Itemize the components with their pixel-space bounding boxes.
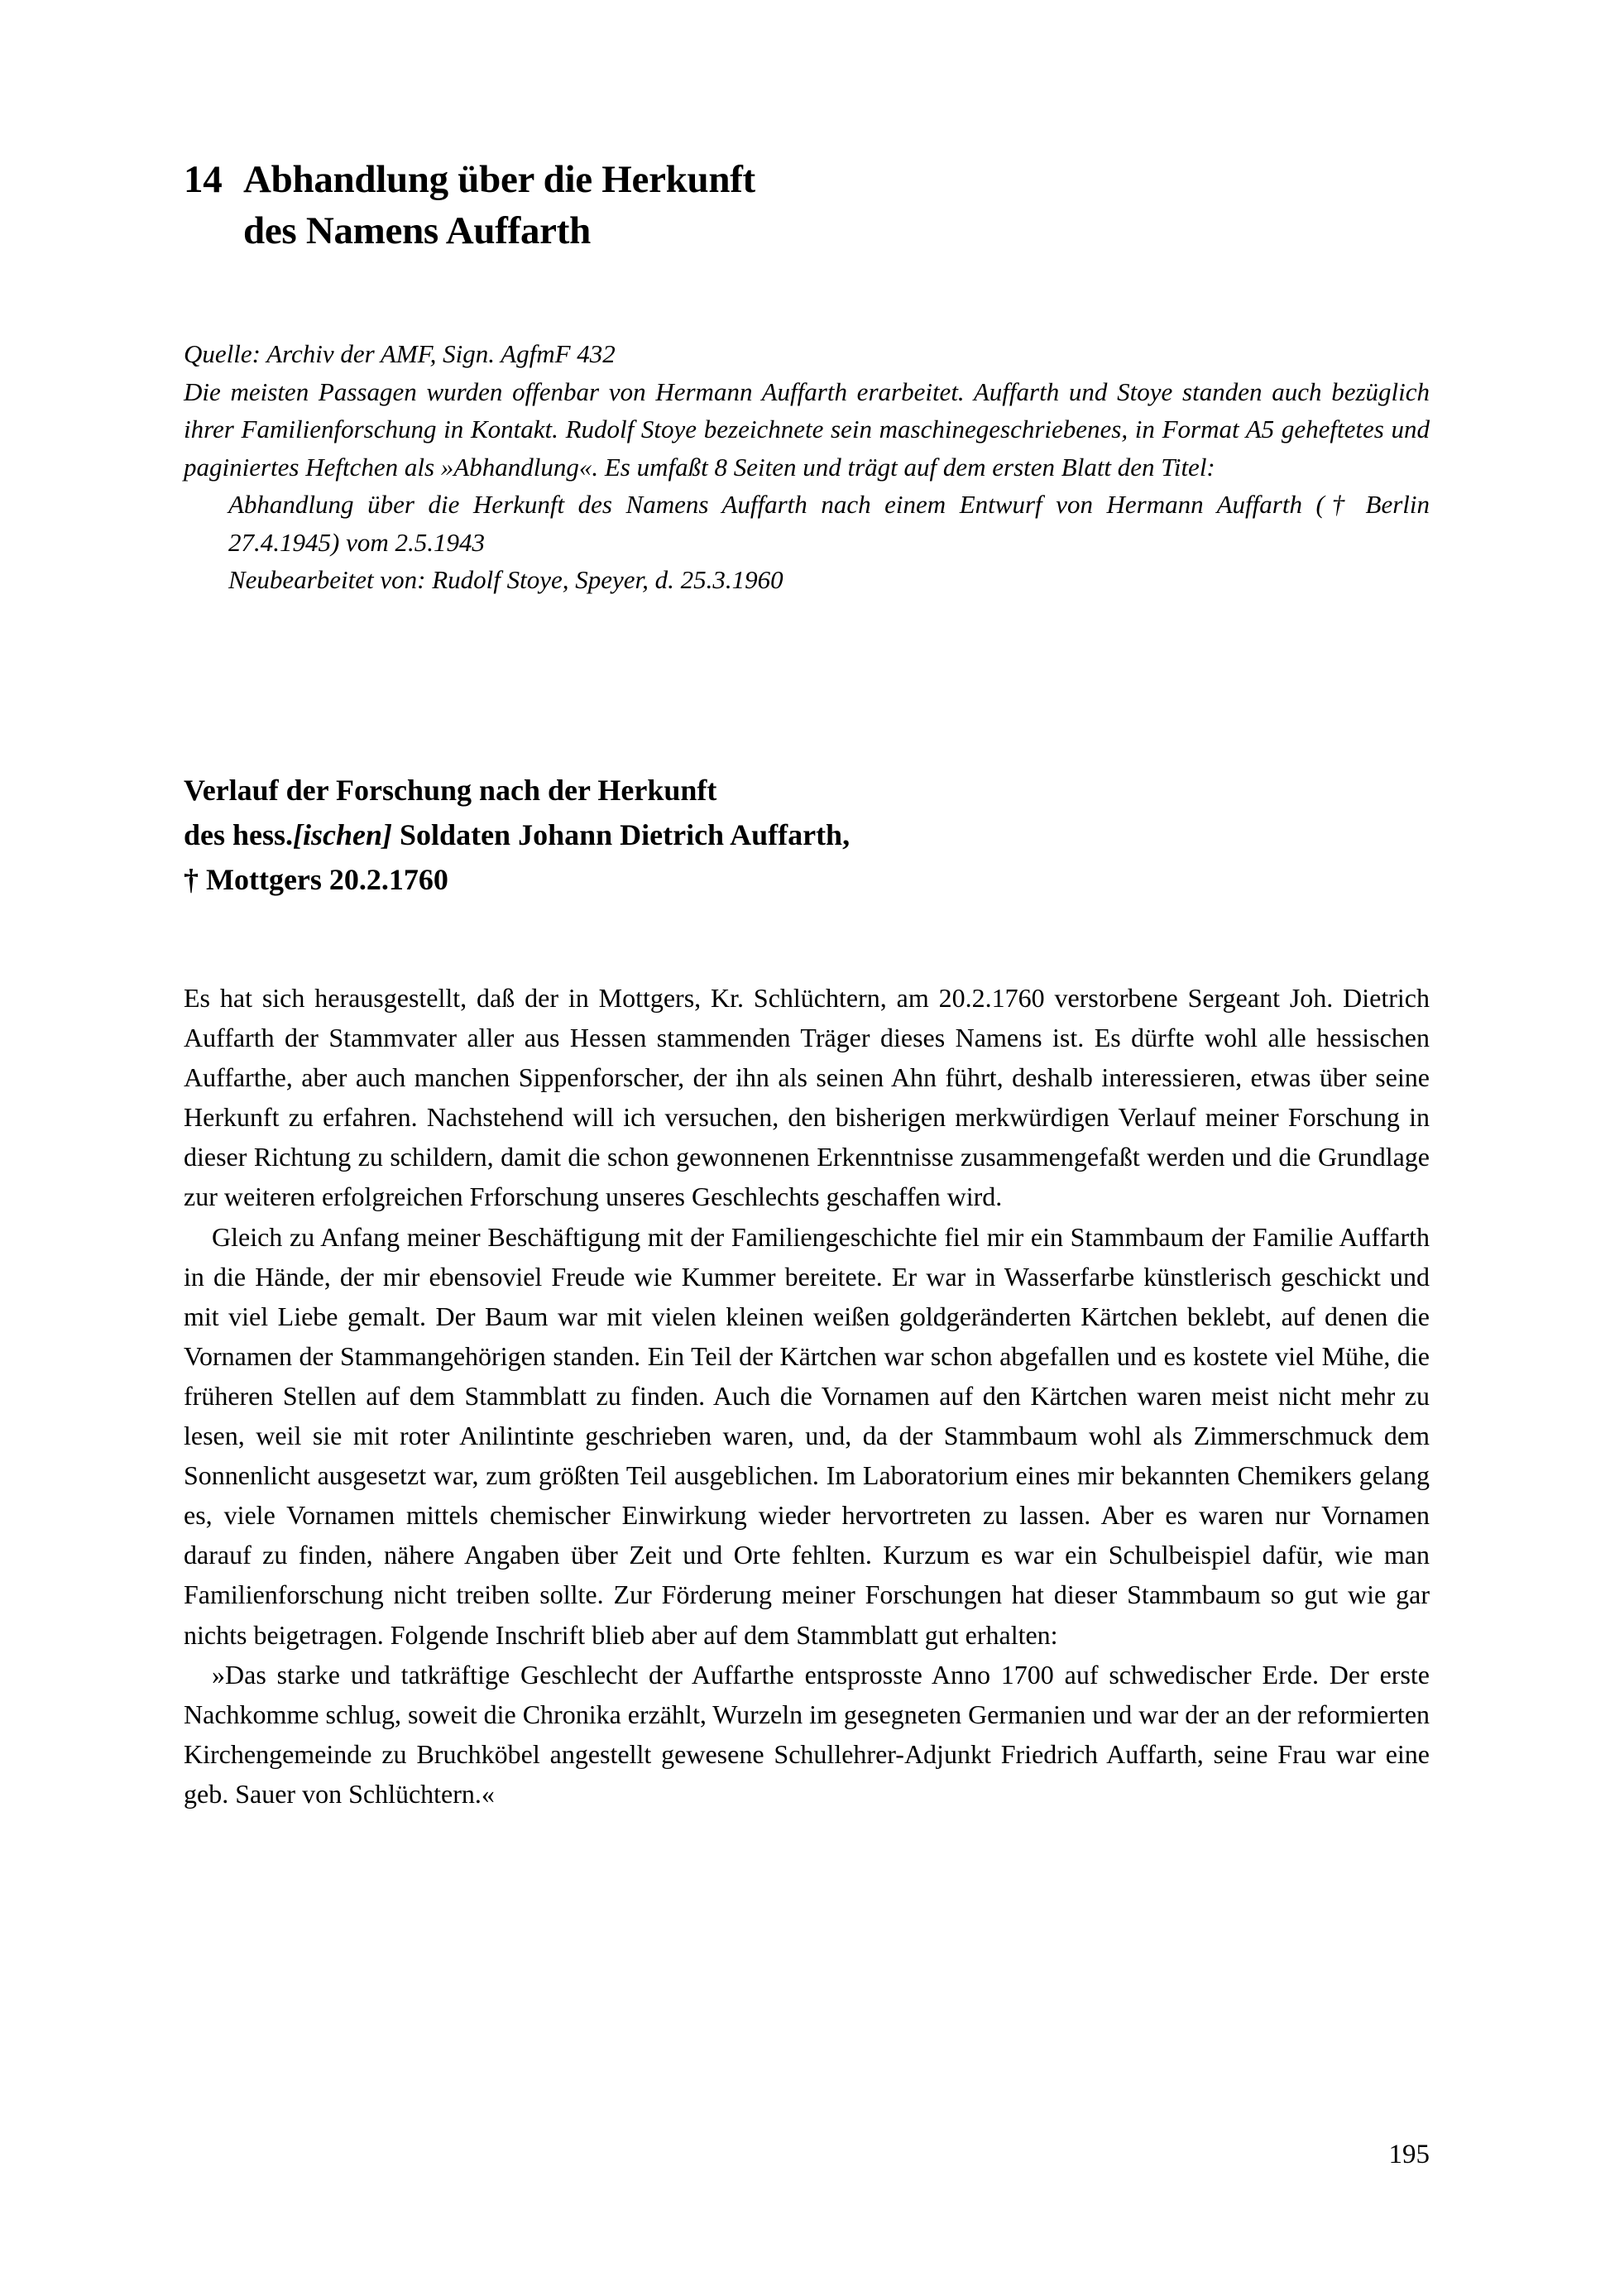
source-description-paragraph: Die meisten Passagen wurden offenbar von Hermann Auffarth erarbeitet. Auffarth und Stoye standen auch bezüglich ihrer Familienforschung in Kontakt. Rudolf Stoye bezeichnete sein maschinegeschriebenes, in Format A5 geheftetes und paginiertes Heftchen als »Abhandlung«. Es umfaßt 8 Seiten und trägt auf dem ersten Blatt den Titel: <box>184 376 1430 482</box>
section-heading <box>184 768 1430 902</box>
source-block <box>184 335 1430 599</box>
chapter-number: 14 <box>184 158 223 201</box>
chapter-title-text-1: Abhandlung über die Herkunft <box>243 158 755 201</box>
chapter-title-line-2 <box>184 205 1430 256</box>
body-paragraph-3: »Das starke und tatkräftige Geschlecht der Auffarthe entsprosste Anno 1700 auf schwedischer Erde. Der erste Nachkomme schlug, soweit die Chronika erzählt, Wurzeln im gesegneten Germanien und war der an der reformierten Kirchengemeinde zu Bruchköbel angestellt gewesene Schullehrer-Adjunkt Friedrich Auffarth, seine Frau war eine geb. Sauer von Schlüchtern.« <box>184 1659 1430 1809</box>
chapter-title-text-2: des Namens Auffarth <box>243 209 591 252</box>
source-quoted-title: Abhandlung über die Herkunft des Namens Auffarth nach einem Entwurf von Hermann Auffarth († Berlin 27.4.1945) vom 2.5.1943 <box>228 490 1430 557</box>
section-heading-editorial-insert: [ischen] <box>293 818 393 851</box>
chapter-title <box>184 154 1430 256</box>
source-citation-line: Quelle: Archiv der AMF, Sign. AgfmF 432 <box>184 339 616 368</box>
page-number: 195 <box>1388 2140 1430 2169</box>
body-paragraph-2: Gleich zu Anfang meiner Beschäftigung mit der Familiengeschichte fiel mir ein Stammbaum der Familie Auffarth in die Hände, der mir ebensoviel Freude wie Kummer bereitete. Er war in Wasserfarbe künstlerisch geschickt und mit viel Liebe gemalt. Der Baum war mit vielen kleinen weißen goldgeränderten Kärtchen beklebt, auf denen die Vornamen der Stammangehörigen standen. Ein Teil der Kärtchen war schon abgefallen und es kostete viel Mühe, die früheren Stellen auf dem Stammblatt zu finden. Auch die Vornamen auf den Kärtchen waren meist nicht mehr zu lesen, weil sie mit roter Anilintinte geschrieben waren, und, da der Stammbaum wohl als Zimmerschmuck dem Sonnenlicht ausgesetzt war, zum größten Teil ausgeblichen. Im Laboratorium eines mir bekannten Chemikers gelang es, viele Vornamen mittels chemischer Einwirkung wieder hervortreten zu lassen. Aber es waren nur Vornamen darauf zu finden, nähere Angaben über Zeit und Orte fehlten. Kurzum es war ein Schulbeispiel dafür, wie man Familienforschung nicht treiben sollte. Zur Förderung meiner Forschungen hat dieser Stammbaum so gut wie gar nichts beigetragen. Folgende Inschrift blieb aber auf dem Stammblatt gut erhalten: <box>184 1221 1430 1650</box>
section-heading-suffix: Soldaten Johann Dietrich Auffarth, <box>392 818 851 851</box>
source-quoted-revision: Neubearbeitet von: Rudolf Stoye, Speyer, d. 25.3.1960 <box>228 565 783 594</box>
section-heading-line-2 <box>184 812 1430 857</box>
section-heading-line-3: † Mottgers 20.2.1760 <box>184 863 448 896</box>
body-paragraph-1: Es hat sich herausgestellt, daß der in Mottgers, Kr. Schlüchtern, am 20.2.1760 verstorbene Sergeant Joh. Dietrich Auffarth der Stammvater aller aus Hessen stammenden Träger dieses Namens ist. Es dürfte wohl alle hessischen Auffarthe, aber auch manchen Sippenforscher, der ihn als seinen Ahn führt, deshalb interessieren, etwas über seine Herkunft zu erfahren. Nachstehend will ich versuchen, den bisherigen merkwürdigen Verlauf meiner Forschung in dieser Richtung zu schildern, damit die schon gewonnenen Erkenntnisse zusammengefaßt werden und die Grundlage zur weiteren erfolgreichen Frforschung unseres Geschlechts geschaffen wird. <box>184 983 1430 1212</box>
section-heading-line-1: Verlauf der Forschung nach der Herkunft <box>184 774 717 807</box>
chapter-title-line-1 <box>184 154 1430 205</box>
section-heading-prefix: des hess. <box>184 818 294 851</box>
body-copy <box>184 978 1430 1814</box>
